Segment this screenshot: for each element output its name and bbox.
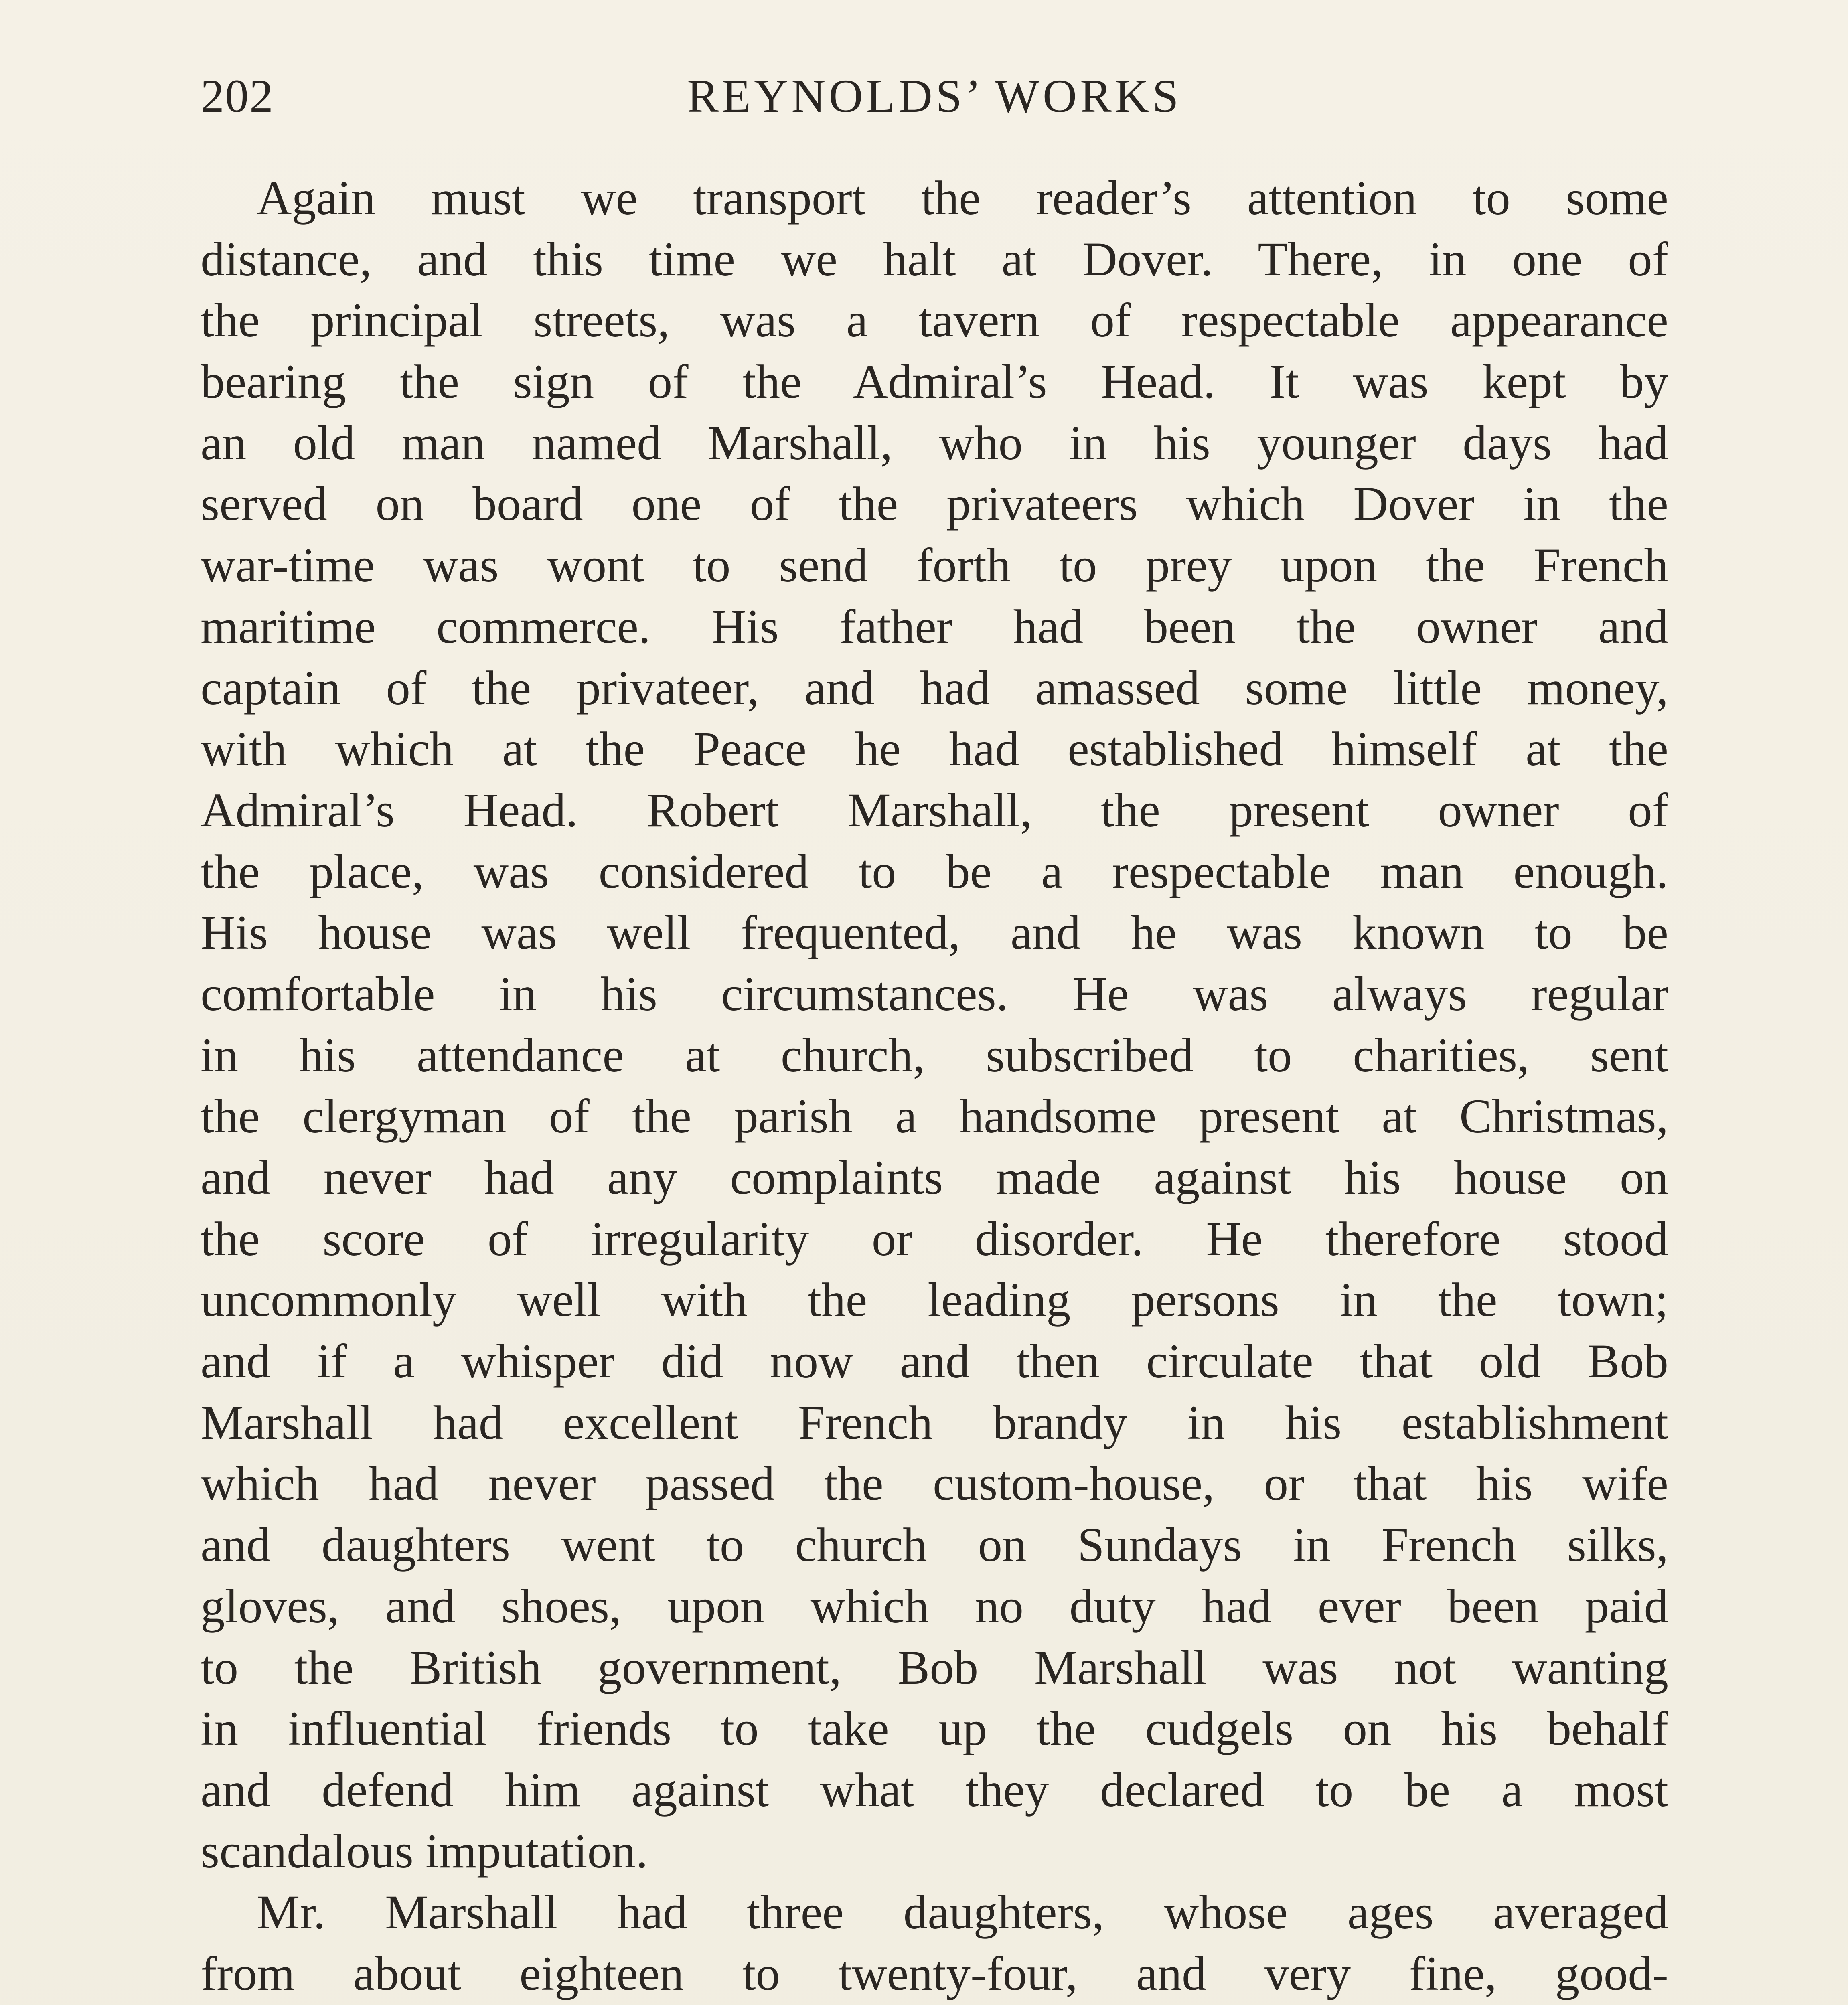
text-line: distance, and this time we halt at Dover. There, in one of [201,232,1668,286]
text-line: gloves, and shoes, upon which no duty had ever been paid [201,1579,1668,1633]
text-line: with which at the Peace he had established himself at the [201,722,1668,776]
running-title: REYNOLDS’ WORKS [687,70,1182,122]
body-text [201,168,1668,2005]
text-line: the clergyman of the parish a handsome present at Christmas, [201,1090,1668,1144]
text-line: and if a whisper did now and then circulate that old Bob [201,1335,1668,1389]
text-line: an old man named Marshall, who in his younger days had [201,416,1668,470]
text-line: Mr. Marshall had three daughters, whose ages averaged [257,1886,1668,1940]
running-head [201,60,1668,132]
text-line: and defend him against what they declared to be a most [201,1763,1668,1817]
text-line: bearing the sign of the Admiral’s Head. It was kept by [201,355,1668,409]
text-line: in his attendance at church, subscribed to charities, sent [201,1028,1668,1082]
text-line: in influential friends to take up the cudgels on his behalf [201,1702,1668,1756]
text-line: maritime commerce. His father had been the owner and [201,599,1668,654]
text-line: and daughters went to church on Sundays in French silks, [201,1518,1668,1572]
text-line: the score of irregularity or disorder. He therefore stood [201,1212,1668,1266]
text-line: Admiral’s Head. Robert Marshall, the present owner of [201,783,1668,837]
page-number: 202 [201,70,274,122]
text-line: to the British government, Bob Marshall was not wanting [201,1640,1668,1695]
text-line: the place, was considered to be a respectable man enough. [201,845,1668,899]
text-line: captain of the privateer, and had amassed some little money, [201,661,1668,715]
text-line: and never had any complaints made against his house on [201,1151,1668,1205]
text-line: Marshall had excellent French brandy in his establishment [201,1395,1668,1450]
text-line: uncommonly well with the leading persons in the town; [201,1273,1668,1327]
text-line: served on board one of the privateers which Dover in the [201,477,1668,531]
text-line: which had never passed the custom-house, or that his wife [201,1457,1668,1511]
text-line: from about eighteen to twenty-four, and very fine, good- [201,1946,1668,2001]
text-line: comfortable in his circumstances. He was always regular [201,967,1668,1021]
text-line: scandalous imputation. [201,1824,648,1878]
text-line: the principal streets, was a tavern of respectable appearance [201,294,1668,348]
text-line: war-time was wont to send forth to prey upon the French [201,539,1668,593]
text-line: His house was well frequented, and he was known to be [201,906,1668,960]
text-line: Again must we transport the reader’s attention to some [257,171,1668,225]
